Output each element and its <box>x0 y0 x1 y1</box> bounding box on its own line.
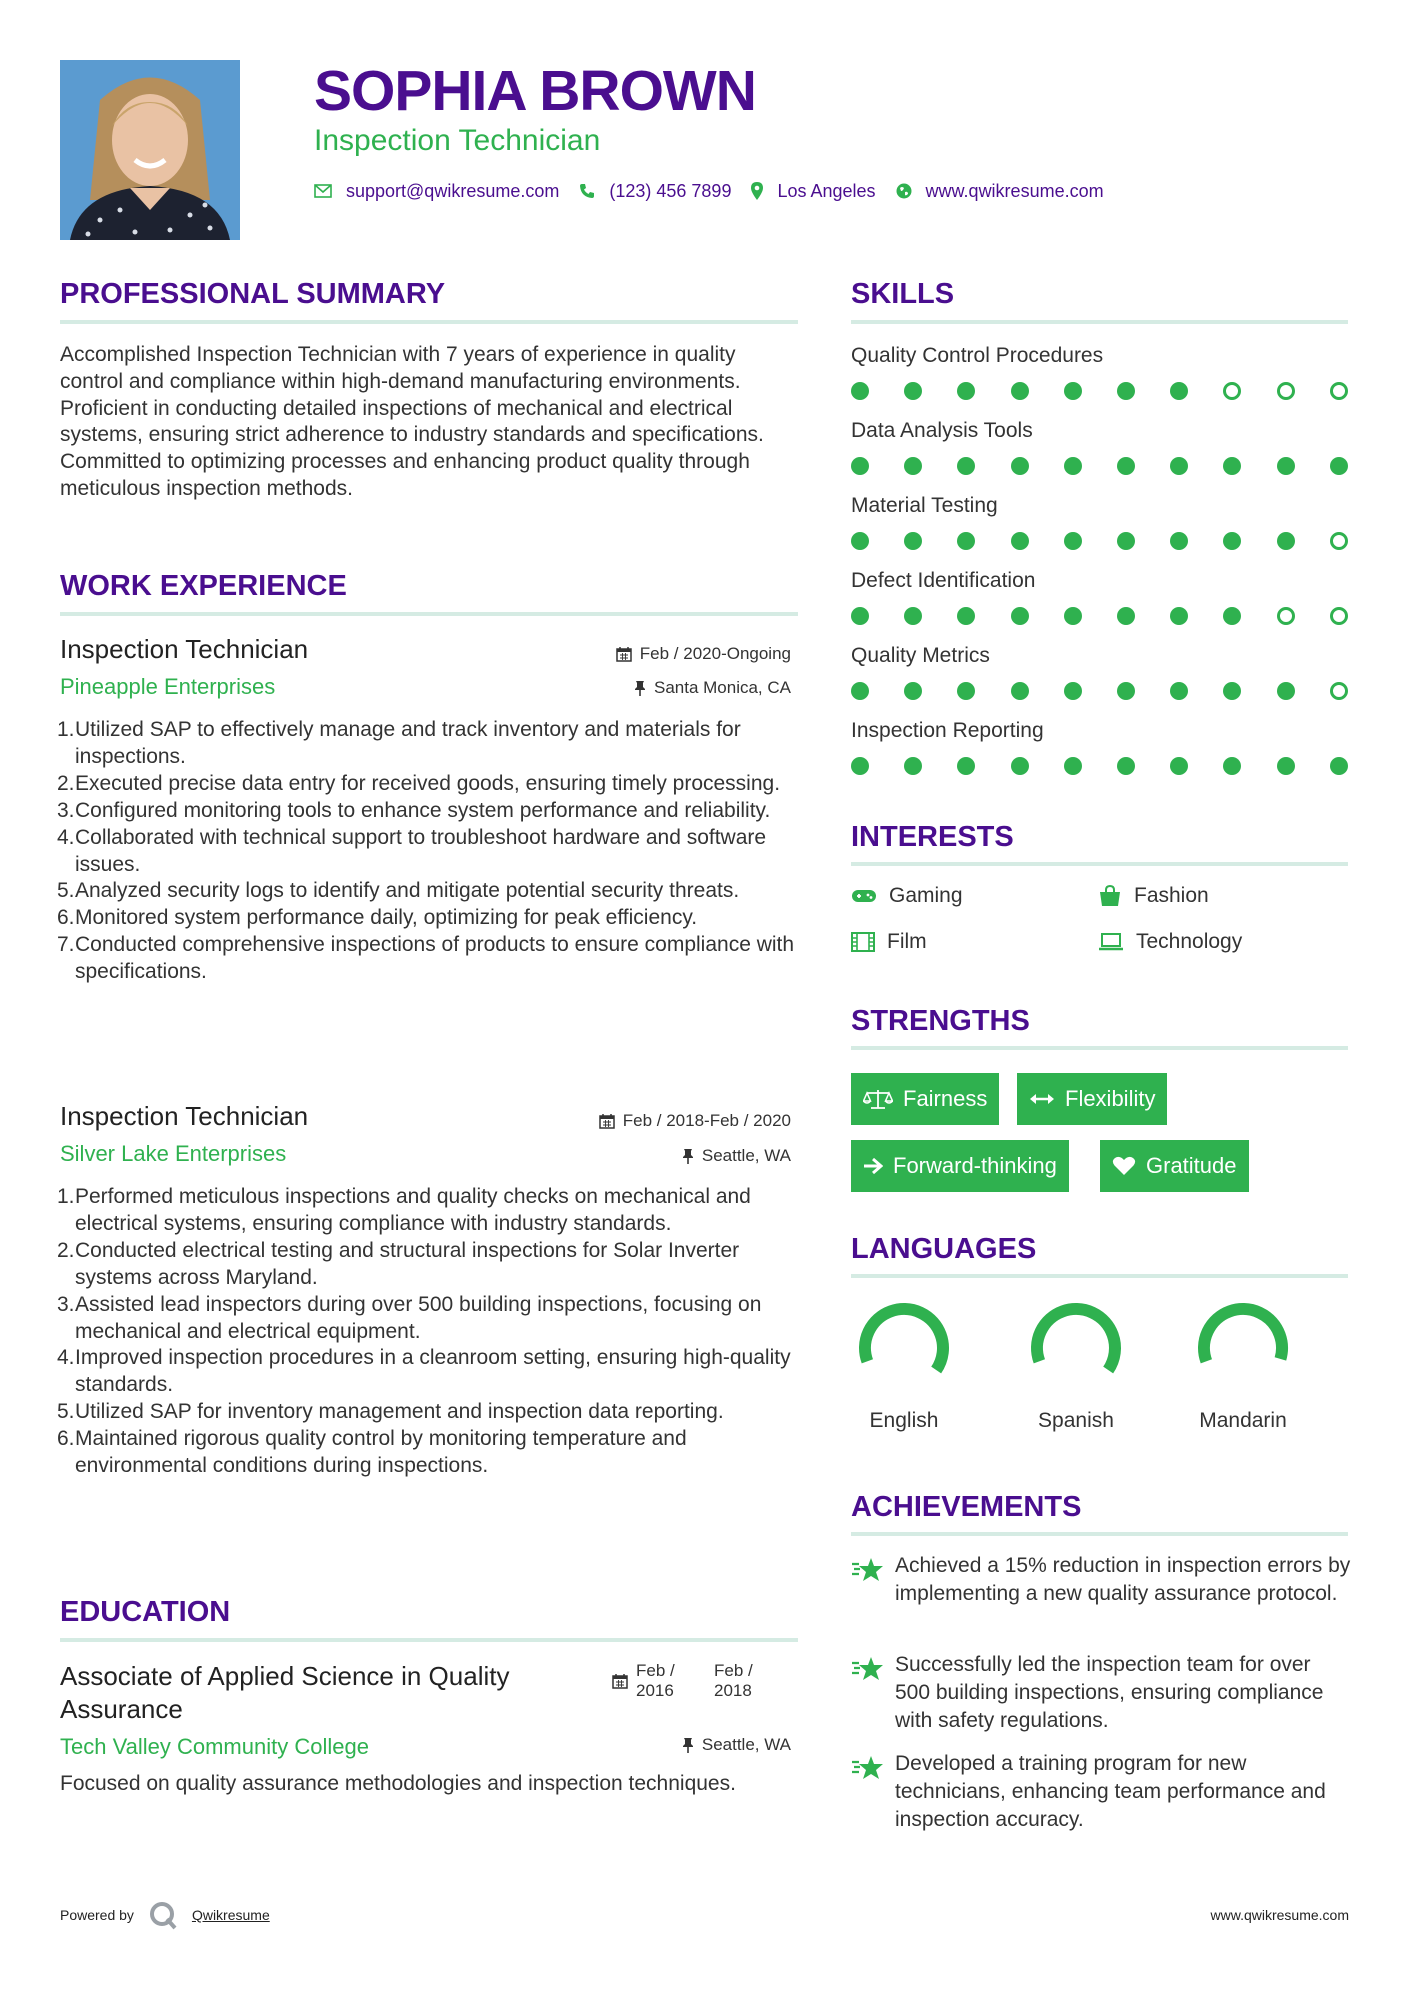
calendar-icon <box>612 1673 628 1689</box>
job-2-location-text: Seattle, WA <box>701 1146 791 1165</box>
education-end-date: Feb / 2018 <box>714 1661 753 1700</box>
rating-dot-filled <box>851 532 869 550</box>
rating-dot-filled <box>1170 607 1188 625</box>
website-text: www.qwikresume.com <box>925 180 1104 201</box>
list-item: 1. Performed meticulous inspections and quality checks on mechanical and electrical systems, ensuring compliance with industry standards. <box>57 1185 751 1235</box>
job-1-title: Inspection Technician <box>60 634 309 664</box>
rating-dot-filled <box>1277 682 1295 700</box>
languages-heading: LANGUAGES <box>851 1233 1037 1265</box>
brand-link[interactable]: Qwikresume <box>191 1907 270 1923</box>
pin-icon <box>682 1737 694 1754</box>
job-1-company: Pineapple Enterprises <box>60 674 276 699</box>
strength-flexibility: Flexibility <box>1017 1073 1167 1125</box>
rating-dot-filled <box>1011 532 1029 550</box>
star-badge-icon <box>851 1655 885 1683</box>
achievements-rule <box>851 1532 1348 1536</box>
rating-dot-filled <box>1011 382 1029 400</box>
rating-dot-empty <box>1330 532 1348 550</box>
skill-rating <box>851 606 1349 626</box>
rating-dot-filled <box>1330 757 1348 775</box>
film-icon <box>851 932 875 952</box>
map-marker-icon <box>751 182 763 200</box>
rating-dot-filled <box>1170 682 1188 700</box>
globe-icon <box>896 183 912 199</box>
contact-phone[interactable] <box>579 181 731 202</box>
education-rule <box>60 1638 798 1642</box>
job-1-location-text: Santa Monica, CA <box>653 678 791 697</box>
arrow-right-icon <box>863 1157 883 1175</box>
strength-fairness: Fairness <box>851 1073 999 1125</box>
list-item: 6. Maintained rigorous quality control by monitoring temperature and environmental conditions during inspections. <box>57 1427 687 1478</box>
rating-dot-filled <box>1064 532 1082 550</box>
envelope-icon <box>314 184 332 198</box>
list-item: 4. Collaborated with technical support to troubleshoot hardware and software issues. <box>57 825 767 876</box>
job-2-responsibilities <box>57 1184 797 1480</box>
rating-dot-filled <box>904 457 922 475</box>
rating-dot-filled <box>1277 457 1295 475</box>
skill-name: Quality Metrics <box>851 644 990 667</box>
rating-dot-filled <box>1011 682 1029 700</box>
rating-dot-filled <box>1170 532 1188 550</box>
rating-dot-filled <box>904 607 922 625</box>
rating-dot-filled <box>1223 532 1241 550</box>
rating-dot-filled <box>957 532 975 550</box>
rating-dot-empty <box>1277 607 1295 625</box>
star-badge-icon <box>851 1556 885 1584</box>
calendar-icon <box>599 1113 615 1129</box>
language-level-arc <box>1028 1300 1124 1396</box>
interest-gaming: Gaming <box>851 883 963 909</box>
gamepad-icon <box>851 888 877 904</box>
candidate-role: Inspection Technician <box>314 124 601 157</box>
skills-rule <box>851 320 1348 324</box>
rating-dot-filled <box>851 757 869 775</box>
education-description: Focused on quality assurance methodologies and inspection techniques. <box>60 1772 736 1795</box>
rating-dot-filled <box>1064 382 1082 400</box>
heart-icon <box>1112 1156 1136 1176</box>
rating-dot-filled <box>904 757 922 775</box>
list-item: 6. Monitored system performance daily, optimizing for peak efficiency. <box>57 906 698 930</box>
language-name: Mandarin <box>1199 1409 1287 1432</box>
language-level-ring <box>856 1300 952 1396</box>
star-badge-icon <box>851 1754 885 1782</box>
job-2-date-text: Feb / 2018-Feb / 2020 <box>622 1111 791 1130</box>
pin-icon <box>634 680 646 697</box>
language-level-ring <box>1195 1300 1291 1396</box>
education-school: Tech Valley Community College <box>60 1734 369 1759</box>
rating-dot-empty <box>1223 382 1241 400</box>
contact-location <box>751 181 875 202</box>
work-rule <box>60 612 798 616</box>
interest-technology: Technology <box>1098 929 1242 955</box>
rating-dot-filled <box>957 607 975 625</box>
interests-rule <box>851 862 1348 866</box>
education-heading: EDUCATION <box>60 1596 231 1628</box>
language-item <box>1011 1300 1141 1434</box>
skill-rating <box>851 531 1349 551</box>
arrows-horizontal-icon <box>1029 1092 1055 1106</box>
skill-name: Quality Control Procedures <box>851 344 1104 367</box>
phone-text: (123) 456 7899 <box>609 180 732 201</box>
rating-dot-filled <box>1223 457 1241 475</box>
language-item <box>839 1300 969 1434</box>
skill-name: Defect Identification <box>851 569 1036 592</box>
rating-dot-filled <box>1277 532 1295 550</box>
rating-dot-filled <box>1064 757 1082 775</box>
candidate-name: SOPHIA BROWN <box>314 59 756 123</box>
rating-dot-filled <box>957 382 975 400</box>
interests-heading: INTERESTS <box>851 821 1014 853</box>
rating-dot-filled <box>1170 457 1188 475</box>
language-name: Spanish <box>1038 1409 1114 1432</box>
calendar-icon <box>616 646 632 662</box>
skill-rating <box>851 456 1349 476</box>
qwikresume-logo-icon <box>148 1900 178 1930</box>
rating-dot-filled <box>904 682 922 700</box>
profile-photo <box>60 60 240 240</box>
rating-dot-filled <box>851 682 869 700</box>
rating-dot-filled <box>1064 457 1082 475</box>
skill-name: Data Analysis Tools <box>851 419 1033 442</box>
contact-website[interactable] <box>896 181 1104 202</box>
job-2-title: Inspection Technician <box>60 1101 309 1131</box>
rating-dot-filled <box>957 457 975 475</box>
rating-dot-filled <box>957 682 975 700</box>
strengths-heading: STRENGTHS <box>851 1005 1030 1037</box>
rating-dot-filled <box>1117 457 1135 475</box>
strength-gratitude: Gratitude <box>1100 1140 1249 1192</box>
rating-dot-filled <box>1117 532 1135 550</box>
interest-film: Film <box>851 929 927 955</box>
list-item: 5. Utilized SAP for inventory management and inspection data reporting. <box>57 1400 724 1424</box>
strength-forward-thinking: Forward-thinking <box>851 1140 1069 1192</box>
footer-website[interactable]: www.qwikresume.com <box>1210 1907 1349 1923</box>
summary-text: Accomplished Inspection Technician with 7 years of experience in quality control and compliance within high-demand manufacturing environments. Proficient in conducting detailed inspections of mechanical and electrical systems, ensuring strict adherence to industry standards and specifications. Committed to optimizing processes and enhancing product quality through meticulous inspection methods. <box>60 343 764 500</box>
language-item <box>1178 1300 1308 1434</box>
strengths-rule <box>851 1046 1348 1050</box>
location-text: Los Angeles <box>777 180 876 201</box>
achievement-item: Successfully led the inspection team for over 500 building inspections, ensuring compliance with safety regulations. <box>851 1651 1351 1735</box>
language-level-arc <box>1195 1300 1291 1396</box>
list-item: 2. Conducted electrical testing and structural inspections for Solar Inverter systems across Maryland. <box>57 1238 740 1289</box>
skill-rating <box>851 681 1349 701</box>
rating-dot-filled <box>1277 757 1295 775</box>
rating-dot-filled <box>1223 682 1241 700</box>
shopping-bag-icon <box>1098 885 1122 907</box>
achievements-heading: ACHIEVEMENTS <box>851 1491 1082 1523</box>
work-heading: WORK EXPERIENCE <box>60 570 347 602</box>
rating-dot-filled <box>1064 607 1082 625</box>
skill-name: Material Testing <box>851 494 998 517</box>
contact-email[interactable] <box>314 181 559 202</box>
language-level-ring <box>1028 1300 1124 1396</box>
rating-dot-filled <box>1117 607 1135 625</box>
email-text: support@qwikresume.com <box>346 180 560 201</box>
job-2-date <box>599 1110 791 1132</box>
achievement-item: Developed a training program for new technicians, enhancing team performance and inspection accuracy. <box>851 1750 1351 1834</box>
skill-name: Inspection Reporting <box>851 719 1044 742</box>
achievement-item: Achieved a 15% reduction in inspection errors by implementing a new quality assurance protocol. <box>851 1552 1351 1608</box>
list-item: 4. Improved inspection procedures in a cleanroom setting, ensuring high-quality standards. <box>57 1346 791 1397</box>
language-name: English <box>869 1409 939 1432</box>
rating-dot-filled <box>1011 757 1029 775</box>
phone-icon <box>579 183 595 199</box>
rating-dot-filled <box>1011 457 1029 475</box>
rating-dot-filled <box>851 382 869 400</box>
job-1-location <box>634 677 791 699</box>
summary-rule <box>60 320 798 324</box>
education-start-date: Feb / 2016 <box>636 1661 675 1700</box>
rating-dot-empty <box>1330 682 1348 700</box>
list-item: 5. Analyzed security logs to identify and mitigate potential security threats. <box>57 879 740 903</box>
rating-dot-filled <box>1064 682 1082 700</box>
contact-bar <box>314 178 1124 204</box>
rating-dot-filled <box>851 607 869 625</box>
education-dates <box>612 1661 766 1701</box>
rating-dot-filled <box>1223 757 1241 775</box>
rating-dot-filled <box>904 532 922 550</box>
job-2-company: Silver Lake Enterprises <box>60 1141 287 1166</box>
list-item: 7. Conducted comprehensive inspections of products to ensure compliance with specifications. <box>57 933 795 984</box>
laptop-icon <box>1098 933 1124 951</box>
job-1-date <box>616 643 791 665</box>
language-level-arc <box>856 1300 952 1396</box>
rating-dot-filled <box>1223 607 1241 625</box>
pin-icon <box>682 1148 694 1165</box>
interest-fashion: Fashion <box>1098 883 1209 909</box>
rating-dot-empty <box>1277 382 1295 400</box>
list-item: 3. Configured monitoring tools to enhance system performance and reliability. <box>57 798 771 822</box>
rating-dot-filled <box>957 757 975 775</box>
footer-powered-by: Powered by Qwikresume <box>60 1900 270 1930</box>
list-item: 3. Assisted lead inspectors during over 500 building inspections, focusing on mechanical and electrical equipment. <box>57 1292 762 1343</box>
balance-scale-icon <box>863 1088 893 1110</box>
rating-dot-filled <box>1011 607 1029 625</box>
skills-heading: SKILLS <box>851 278 955 310</box>
job-1-date-text: Feb / 2020-Ongoing <box>639 644 791 663</box>
rating-dot-empty <box>1330 607 1348 625</box>
rating-dot-filled <box>1117 757 1135 775</box>
rating-dot-filled <box>851 457 869 475</box>
rating-dot-filled <box>1170 757 1188 775</box>
skill-rating <box>851 381 1349 401</box>
rating-dot-filled <box>1117 382 1135 400</box>
job-1-responsibilities <box>57 717 797 986</box>
rating-dot-filled <box>904 382 922 400</box>
rating-dot-filled <box>1330 457 1348 475</box>
list-item: 2. Executed precise data entry for received goods, ensuring timely processing. <box>57 771 781 795</box>
education-degree: Associate of Applied Science in Quality Assurance <box>60 1661 510 1724</box>
education-location <box>682 1734 791 1756</box>
job-2-location <box>682 1145 791 1167</box>
summary-heading: PROFESSIONAL SUMMARY <box>60 278 446 310</box>
skill-rating <box>851 756 1349 776</box>
list-item: 1. Utilized SAP to effectively manage and track inventory and materials for inspections. <box>57 718 741 768</box>
languages-rule <box>851 1274 1348 1278</box>
rating-dot-empty <box>1330 382 1348 400</box>
rating-dot-filled <box>1117 682 1135 700</box>
rating-dot-filled <box>1170 382 1188 400</box>
education-location-text: Seattle, WA <box>701 1735 791 1754</box>
